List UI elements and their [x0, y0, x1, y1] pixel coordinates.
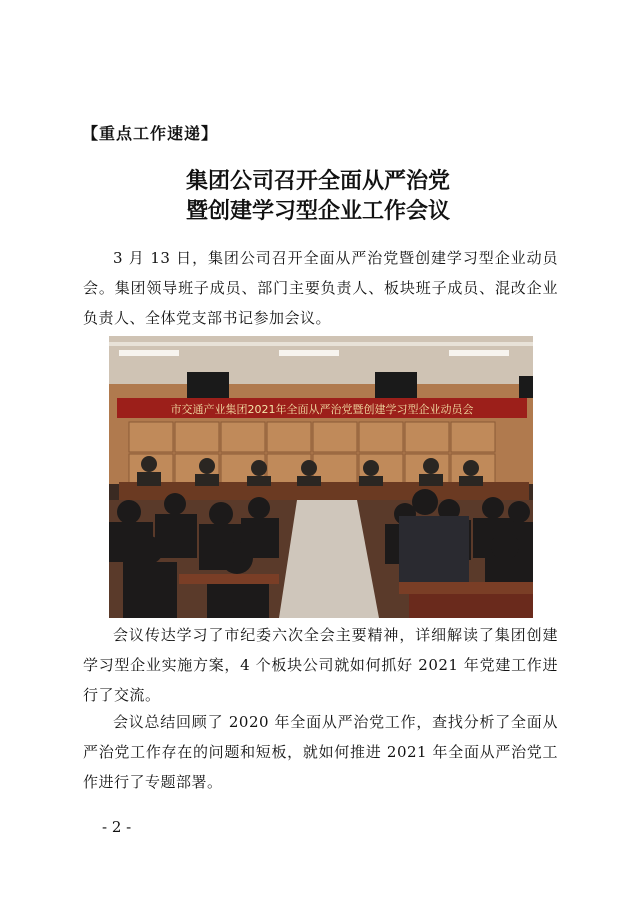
banner-text: 市交通产业集团2021年全面从严治党暨创建学习型企业动员会	[170, 403, 474, 416]
paragraph-1: 3 月 13 日，集团公司召开全面从严治党暨创建学习型企业动员会。集团领导班子成员、部门主要负责人、板块班子成员、混改企业负责人、全体党支部书记参加会议。	[83, 249, 558, 327]
section-tag: 【重点工作速递】	[82, 124, 219, 143]
article-title-line-2: 暨创建学习型企业工作会议	[185, 198, 450, 224]
meeting-photo	[109, 336, 533, 618]
page-number: - 2 -	[102, 818, 132, 836]
paragraph-3: 会议总结回顾了 2020 年全面从严治党工作，查找分析了全面从严治党工作存在的问题和短板，就如何推进 2021 年全面从严治党工作进行了专题部署。	[83, 713, 558, 791]
article-title-line-1: 集团公司召开全面从严治党	[185, 168, 450, 194]
paragraph-2: 会议传达学习了市纪委六次全会主要精神，详细解读了集团创建学习型企业实施方案，4 个板块公司就如何抓好 2021 年党建工作进行了交流。	[83, 626, 558, 704]
